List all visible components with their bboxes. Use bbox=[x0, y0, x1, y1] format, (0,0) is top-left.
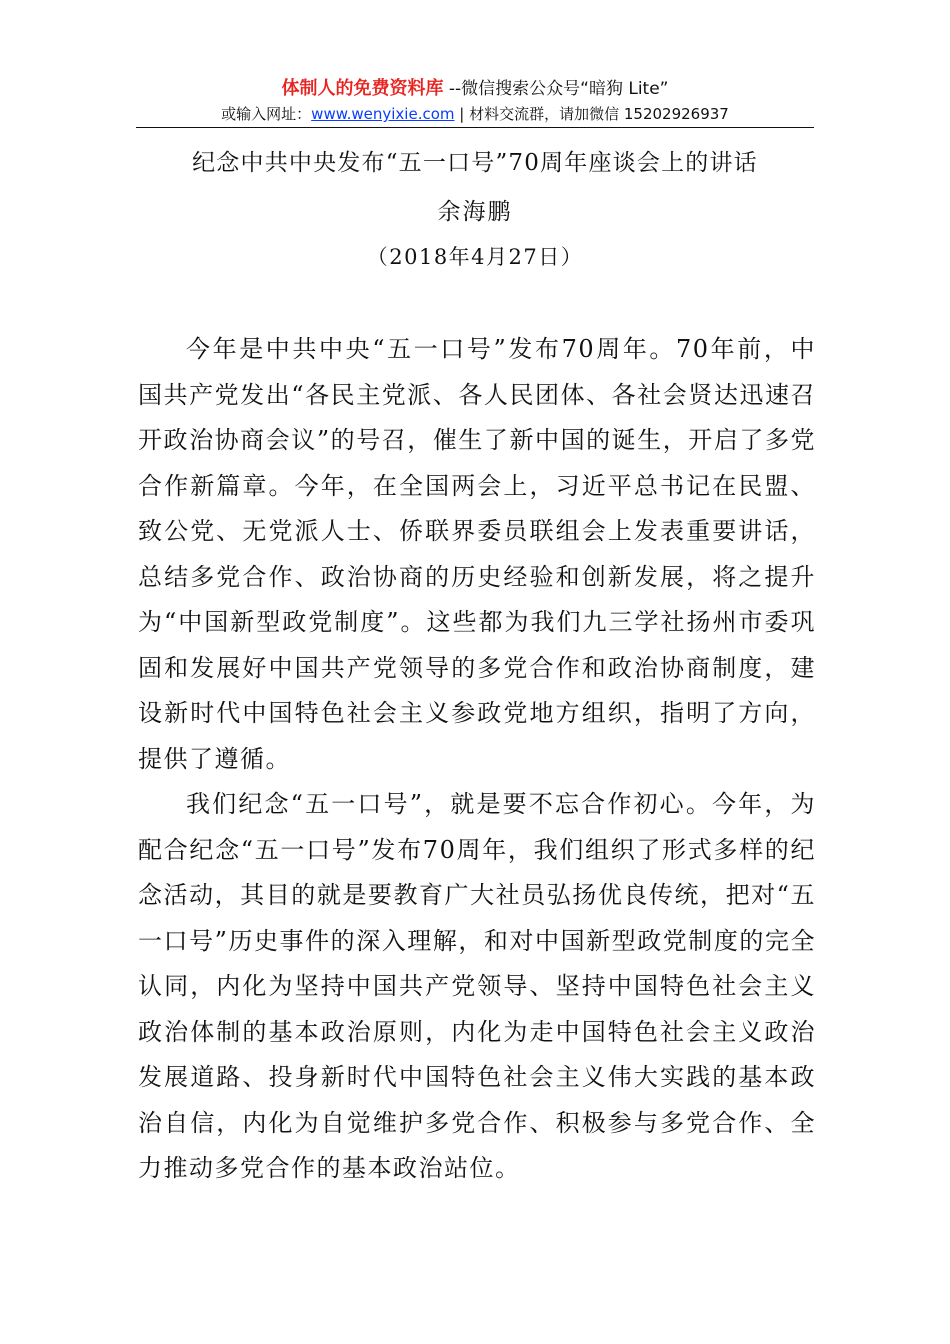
page-header bbox=[0, 76, 950, 126]
title-block bbox=[0, 143, 950, 277]
brand-name: 体制人的免费资料库 bbox=[281, 78, 444, 99]
url-prefix: 或输入网址： bbox=[221, 105, 312, 123]
website-link[interactable]: www.wenyixie.com bbox=[311, 105, 455, 123]
header-divider bbox=[136, 127, 814, 128]
header-line-1 bbox=[0, 76, 950, 102]
paragraph-2: 我们纪念“五一口号”，就是要不忘合作初心。今年，为配合纪念“五一口号”发布70周年，我们组织了形式多样的纪念活动，其目的就是要教育广大社员弘扬优良传统，把对“五一口号”历史事件的深入理解，和对中国新型政党制度的完全认同，内化为坚持中国共产党领导、坚持中国特色社会主义政治体制的基本政治原则，内化为走中国特色社会主义政治发展道路、投身新时代中国特色社会主义伟大实践的基本政治自信，内化为自觉维护多党合作、积极参与多党合作、全力推动多党合作的基本政治站位。 bbox=[138, 790, 816, 1182]
paragraph-1: 今年是中共中央“五一口号”发布70周年。70年前，中国共产党发出“各民主党派、各人民团体、各社会贤达迅速召开政治协商会议”的号召，催生了新中国的诞生，开启了多党合作新篇章。今年，在全国两会上，习近平总书记在民盟、致公党、无党派人士、侨联界委员联组会上发表重要讲话，总结多党合作、政治协商的历史经验和创新发展，将之提升为“中国新型政党制度”。这些都为我们九三学社扬州市委巩固和发展好中国共产党领导的多党合作和政治协商制度，建设新时代中国特色社会主义参政党地方组织，指明了方向，提供了遵循。 bbox=[138, 335, 816, 773]
document-title: 纪念中共中央发布“五一口号”70周年座谈会上的讲话 bbox=[192, 150, 758, 176]
article-body bbox=[138, 327, 816, 1192]
document-date: （2018年4月27日） bbox=[366, 245, 584, 269]
header-line-2 bbox=[0, 102, 950, 126]
header-tagline: --微信搜索公众号“暗狗 Lite” bbox=[443, 79, 669, 99]
contact-info: | 材料交流群，请加微信 15202926937 bbox=[454, 105, 729, 123]
document-author: 余海鹏 bbox=[437, 199, 513, 225]
